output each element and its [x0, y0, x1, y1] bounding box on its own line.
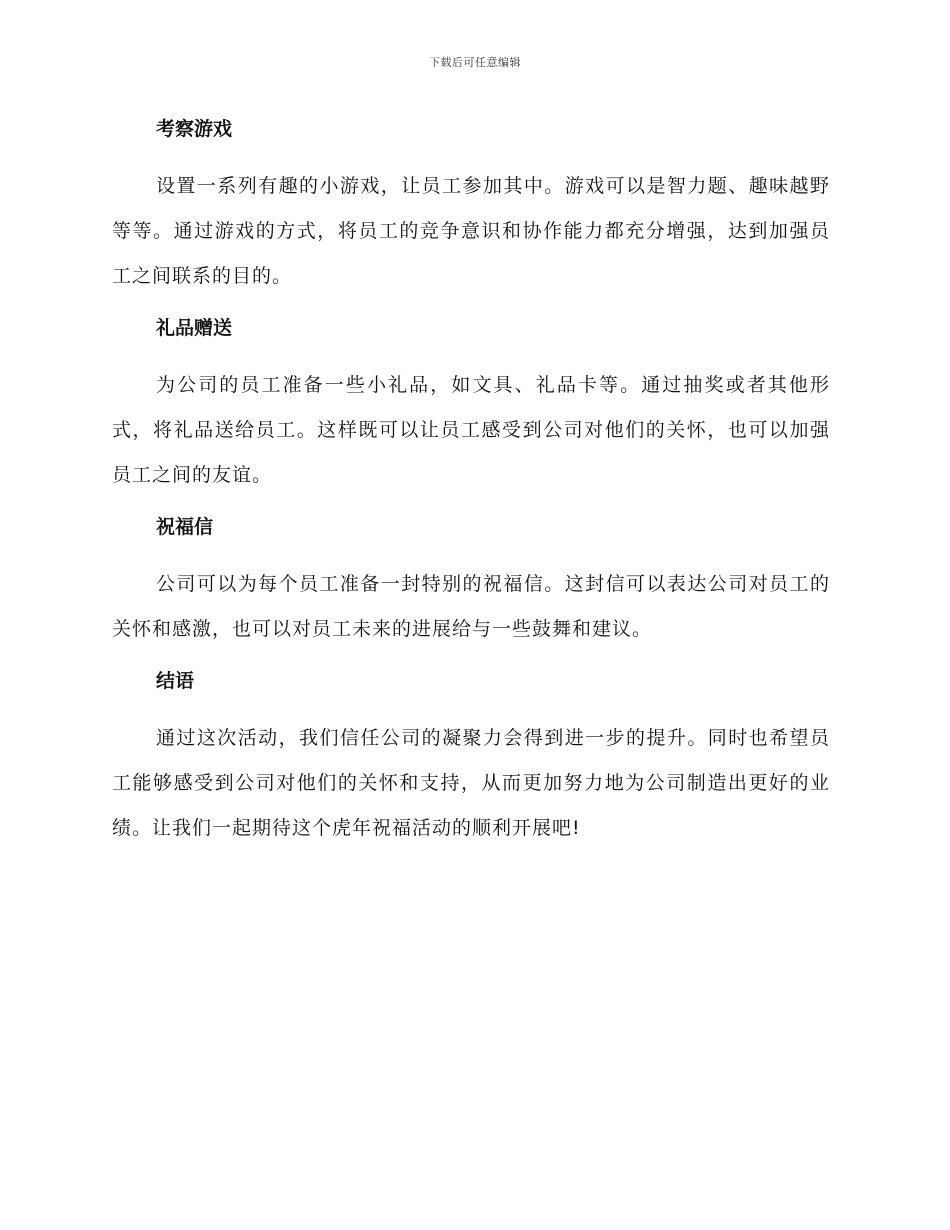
- section-heading-letter: 祝福信: [156, 516, 214, 538]
- section-heading-games: 考察游戏: [156, 118, 233, 140]
- section-heading-conclusion: 结语: [156, 670, 195, 692]
- section-heading-gifts: 礼品赠送: [156, 317, 233, 339]
- section-body-conclusion: 通过这次活动，我们信任公司的凝聚力会得到进一步的提升。同时也希望员工能够感受到公司对他们的关怀和支持，从而更加努力地为公司制造出更好的业绩。让我们一起期待这个虎年祝福活动的顺利开展吧!: [112, 727, 830, 839]
- document-content: [112, 112, 830, 851]
- section-body-letter: 公司可以为每个员工准备一封特别的祝福信。这封信可以表达公司对员工的关怀和感激，也可以对员工未来的进展给与一些鼓舞和建议。: [112, 573, 830, 640]
- section-body-games: 设置一系列有趣的小游戏，让员工参加其中。游戏可以是智力题、趣味越野等等。通过游戏的方式，将员工的竞争意识和协作能力都充分增强，达到加强员工之间联系的目的。: [112, 175, 830, 287]
- section-body-gifts: 为公司的员工准备一些小礼品，如文具、礼品卡等。通过抽奖或者其他形式，将礼品送给员工。这样既可以让员工感受到公司对他们的关怀，也可以加强员工之间的友谊。: [112, 374, 830, 486]
- page-header-note: 下载后可任意编辑: [429, 56, 521, 69]
